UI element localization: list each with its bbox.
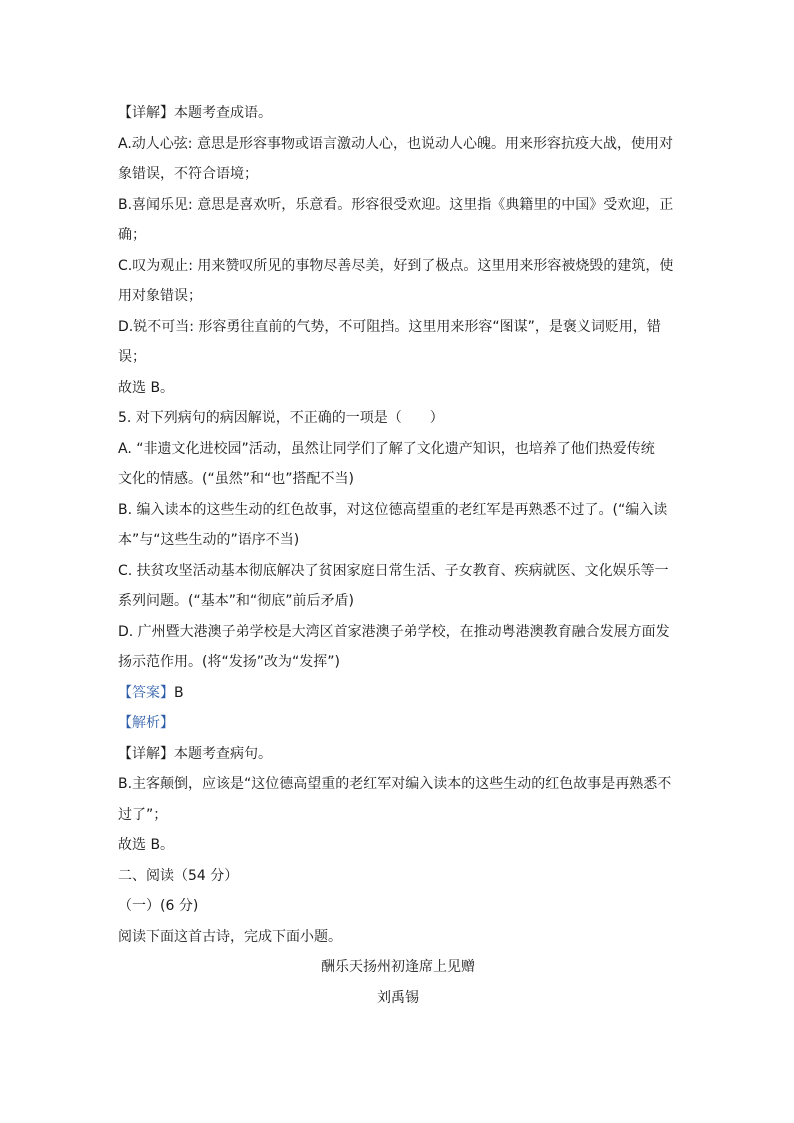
section-heading: 二、阅读（54 分） — [118, 867, 239, 884]
text-line: 用对象错误； — [118, 288, 202, 304]
question-stem: 5. 对下列病句的病因解说，不正确的一项是（ ） — [118, 410, 444, 426]
option-b-cont: 本”与“这些生动的”语序不当) — [118, 532, 300, 548]
text-line: 确； — [118, 227, 146, 243]
text-line: 故选 B。 — [118, 379, 175, 396]
option-a: A. “非遗文化进校园”活动，虽然让同学们了解了文化遗产知识，也培养了他们热爱传统 — [118, 440, 655, 457]
text-line: 【详解】本题考查成语。 — [118, 105, 272, 121]
text-line: D.锐不可当: 形容勇往直前的气势，不可阻挡。这里用来形容“图谋”，是褒义词贬用，错 — [118, 318, 661, 335]
text-line: C.叹为观止: 用来赞叹所见的事物尽善尽美，好到了极点。这里用来形容被烧毁的建筑，使 — [118, 257, 674, 274]
option-c-cont: 系列问题。(“基本”和“彻底”前后矛盾) — [118, 593, 354, 609]
option-c: C. 扶贫攻坚活动基本彻底解决了贫困家庭日常生活、子女教育、疾病就医、文化娱乐等一 — [118, 562, 669, 579]
poem-title: 酬乐天扬州初逢席上见赠 — [321, 959, 475, 975]
text-line: 故选 B。 — [118, 837, 175, 853]
instruction-line: 阅读下面这首古诗，完成下面小题。 — [118, 928, 342, 945]
text-line: B.主客颠倒，应该是“这位德高望重的老红军对编入读本的这些生动的红色故事是再熟悉不 — [118, 776, 672, 792]
text-line: B.喜闻乐见: 意思是喜欢听，乐意看。形容很受欢迎。这里指《典籍里的中国》受欢迎，正 — [118, 196, 674, 213]
option-a-cont: 文化的情感。(“虽然”和“也”搭配不当) — [118, 471, 354, 487]
answer-label: 【答案】 — [118, 684, 174, 701]
text-line: 过了”； — [118, 806, 168, 823]
poem-author: 刘禹锡 — [377, 989, 419, 1006]
answer-value: B — [174, 684, 184, 701]
option-d: D. 广州暨大港澳子弟学校是大湾区首家港澳子弟学校，在推动粤港澳教育融合发展方面发 — [118, 623, 670, 640]
subsection-heading: （一）(6 分) — [118, 898, 199, 914]
text-line: 象错误，不符合语境； — [118, 166, 258, 182]
option-b: B. 编入读本的这些生动的红色故事，对这位德高望重的老红军是再熟悉不过了。(“编入读 — [118, 501, 668, 518]
text-line: A.动人心弦: 意思是形容事物或语言激动人心，也说动人心魄。用来形容抗疫大战，使用对 — [118, 135, 673, 152]
option-d-cont: 扬示范作用。(将“发扬”改为“发挥”) — [118, 654, 340, 670]
document-page — [118, 98, 678, 1013]
text-line: 误； — [118, 349, 146, 365]
analysis-label: 【解析】 — [118, 715, 174, 731]
answer-line — [118, 678, 678, 709]
text-line: 【详解】本题考查病句。 — [118, 745, 272, 762]
